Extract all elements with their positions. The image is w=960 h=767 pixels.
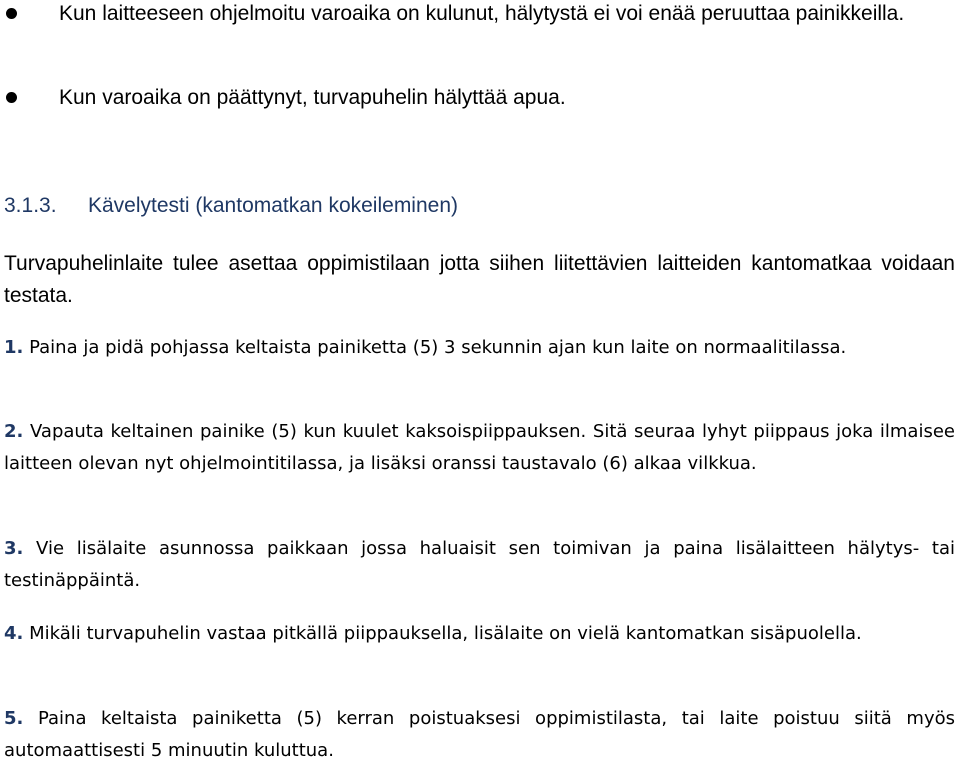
step-number: 1. bbox=[4, 337, 24, 358]
step-text: Paina ja pidä pohjassa keltaista painiketta (5) 3 sekunnin ajan kun laite on normaalitilassa. bbox=[23, 337, 847, 358]
step-number: 4. bbox=[4, 623, 24, 644]
step-number: 3. bbox=[4, 538, 24, 559]
intro-paragraph: Turvapuhelinlaite tulee asettaa oppimistilaan jotta siihen liitettävien laitteiden kantomatkaa voidaan testata. bbox=[4, 252, 955, 307]
step-number: 2. bbox=[4, 421, 24, 442]
step-number: 5. bbox=[4, 708, 24, 729]
bullet-dot-icon bbox=[6, 92, 17, 103]
bullet-dot-icon bbox=[6, 8, 17, 19]
step-text: Vapauta keltainen painike (5) kun kuulet kaksoispiippauksen. Sitä seuraa lyhyt piippaus joka ilmaisee laitteen olevan nyt ohjelmointitilassa, ja lisäksi oranssi taustavalo (6) alkaa vilkkua. bbox=[4, 421, 955, 474]
section-heading bbox=[4, 190, 458, 222]
bullet-text: Kun laitteeseen ohjelmoitu varoaika on kulunut, hälytystä ei voi enää peruuttaa painikkeilla. bbox=[59, 2, 905, 25]
step-text: Vie lisälaite asunnossa paikkaan jossa haluaisit sen toimivan ja paina lisälaitteen hälytys- tai testinäppäintä. bbox=[4, 538, 955, 591]
section-number: 3.1.3. bbox=[4, 194, 57, 217]
step-1 bbox=[4, 332, 955, 364]
step-text: Mikäli turvapuhelin vastaa pitkällä piippauksella, lisälaite on vielä kantomatkan sisäpuolella. bbox=[23, 623, 862, 644]
step-2 bbox=[4, 416, 955, 480]
step-3 bbox=[4, 533, 955, 597]
bullet-text: Kun varoaika on päättynyt, turvapuhelin hälyttää apua. bbox=[59, 86, 566, 109]
step-text: Paina keltaista painiketta (5) kerran poistuaksesi oppimistilasta, tai laite poistuu siitä myös automaattisesti 5 minuutin kuluttua. bbox=[4, 708, 955, 761]
step-5 bbox=[4, 703, 955, 767]
step-4 bbox=[4, 618, 955, 650]
section-title: Kävelytesti (kantomatkan kokeileminen) bbox=[88, 194, 459, 217]
